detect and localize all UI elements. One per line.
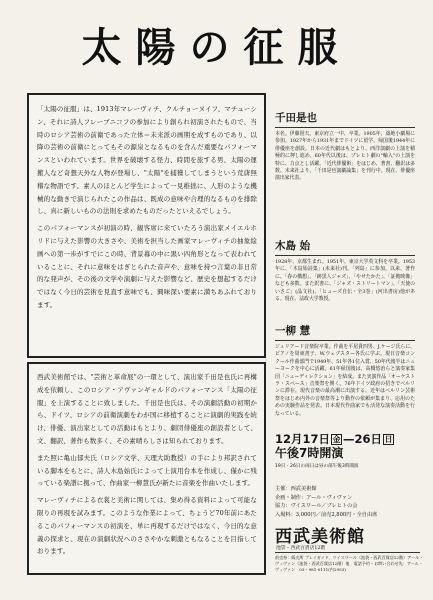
start-date: 12月17日: [275, 432, 331, 446]
bio-text: ジュリアード音楽院卒業。作曲を平尾貴四男、J.ケージ氏らに、ピアノを周東書子、W.ウェブスター各氏に学ぶ。現日音楽コンクール作曲部門で1949年、51年各1位入賞、50年代後半はニューヨークを中心に活躍。61年帰国後は、高橋悠治らと演奏家集団「ニューディレクション」を結成。また実演作品「オーケストラ・スペース」音楽祭を開く。76年ドイツ政府の招きでベルリンに滞在。現代音楽の最高潮に出演する。近年はベルリン芸術祭をはじめ内外の音楽祭等より動作の依頼が集まり、応用のための実験作品を発表。日本現代作曲家でも活発な演奏活動を行なっている。: [275, 344, 415, 417]
date-separator: —: [343, 432, 355, 446]
start-weekday: 金: [332, 435, 341, 444]
end-weekday: 日: [384, 435, 393, 444]
bio-name: 木島 始: [275, 238, 415, 256]
bio-name: 一柳 慧: [275, 323, 415, 341]
date-range: [275, 432, 425, 446]
ticket-fine-print: 前売券：販売所 プレイガイド、ウイスワール（池袋・西武百貨店12階）アール・ヴィヴァン（池袋・西武百貨店12階）他 電話予約・お問い合わせ先：アール・ヴィヴァン 03・981-0111(内2953): [275, 555, 424, 572]
credit-line: 協力：ヴイスワール／ブレヒトの会: [275, 503, 358, 510]
bio-text: 本名。伊藤圀夫。東京府立一中、卒業。1905年、築地小劇場に参加。1927年から1931年までドイツに留学。帰国後1944年に俳優座を創設。日本の近代劇はもとより、西洋演劇の上演を積極的に押し進め、60年代以後は、ブレヒト劇の"輸入"の上演を特に、力点とし活躍。「近代俳優術」をはじめ、著書、翻訳は多数。未来社より、「千田是也演劇論集」を刊行中。現在、俳優座演出家代表。: [275, 131, 415, 182]
credits: [275, 485, 425, 519]
credit-line: 主催：西武美術館: [275, 486, 317, 492]
bio-text: 1928年、京都生まれ。1951年、東京大学英文科を卒業。1953年に、「木島始詩集」(未来社)刊。「列島」に参加。以来、著作に、「春の構想」、「跡黒人ジャズ」、「やせたかた」、「証拠映像」なども多数。また訳書に、「ジャズ・ストリートマン」、「天使のいさご」(晶文社)、「ヒューズ自伝・全3巻」(河出書房)他がある。現在、法政大学教授。: [275, 259, 415, 303]
museum-paragraph: また照に亀山郁夫氏（ロシア文学、天理大助教授）の手により邦訳されている脚本をもとに、詩人木島始氏によって上演用台本を作成し、僅かに残っている楽譜に拠って、作曲家一柳慧氏が新たに音楽を作曲いたします。: [37, 453, 257, 488]
intro-box: [27, 93, 266, 358]
matinee-note: 19日・26日の両日は昼の部午後3時開演: [275, 464, 359, 469]
credit-line: 企画・制作：アール・ヴィヴァン: [275, 494, 353, 501]
venue-address: 池袋・西武百貨店12階: [276, 546, 326, 551]
bio-kijima: [275, 238, 415, 303]
intro-paragraph: 「太陽の征服」は、1913年マレーヴィチ、クルチョーヌイフ、マチューシン、それに詩人フレーブニコフの参加により創られ初演されたもので、当時のロシア芸術の前衛であった立体＝未来派の画期を成すものであり、以降の芸術の前衛にとってもその源泉となるものを含んだ重要なパフォーマンスといわれています。世界を破壊する怪力、時間を旅する男、太陽の運搬人など奇想天外な人物が登場し、"太陽"を捕獲してしまうという荒唐無稽な物語です。素人のほとんど学生によって一見稚拙に、人形のような機械的な動きで演じられたこの作品は、既成の意味や合理的なるものを排除し、真に新しいものの法則を求めたものだったといえるでしょう。: [37, 105, 257, 216]
bio-name: 千田是也: [275, 110, 415, 128]
credit-line: 入場料：3,000円／前売2,800円・全自由席: [275, 511, 378, 518]
bio-ichiyanagi: [275, 323, 415, 418]
divider: [275, 552, 420, 553]
intro-paragraph: このパフォーマンスが初演の時、観客席に来ていたろう演出家メイエルホリドに与えた影響の大きさや、美術を担当した画家マレーヴィチの抽象絵画への第一歩がすでにこの時、背景幕の中に黒い四角形となって表われていることに、それに意味をはぎとられた音声や、意味を持つ言葉の非日常的な発声が、その後の文学や演劇に与えた影響など、歴史を想起するだけではなく今日的芸術を見直す意味でも、興味深い要素に満ちあふれております。: [37, 224, 257, 309]
bio-senda: [275, 110, 415, 183]
show-time: 午後7時開演: [275, 446, 344, 460]
museum-paragraph: 西武美術館では、"芸術と革命展"の一環として、演出家千田是也氏に再構成を依頼し、このロシア・アヴァンギャルドのパフォーマンス「太陽の征服」を上演することに致しました。千田是也氏は、その演劇活動の初期から、ドイツ、ロシアの前衛演劇をわが国に移植することに演劇的実践を続け、俳優、演出家としての活動はもとより、劇団俳優座の創設者として、文、翻訳、著作も数多く、その素晴らしさは知られております。: [37, 373, 257, 445]
museum-box: [27, 362, 266, 575]
end-date: 26日: [354, 432, 383, 446]
venue-name: 西武美術館: [275, 527, 365, 547]
schedule: [275, 432, 425, 470]
flyer-title: 太陽の征服: [81, 25, 352, 71]
museum-paragraph: マレーヴィチによる衣裳と美術に関しては、集め得る資料によって可能な限りの再現を試みます。このような作業によって、ちょうど70年前にあたるこのパフォーマンスの初演を、単に再現するだけではなく、今日的な意義の探求と、現在の演劇状況へのささやかな刺激ともなることを目指しております。: [37, 496, 257, 556]
